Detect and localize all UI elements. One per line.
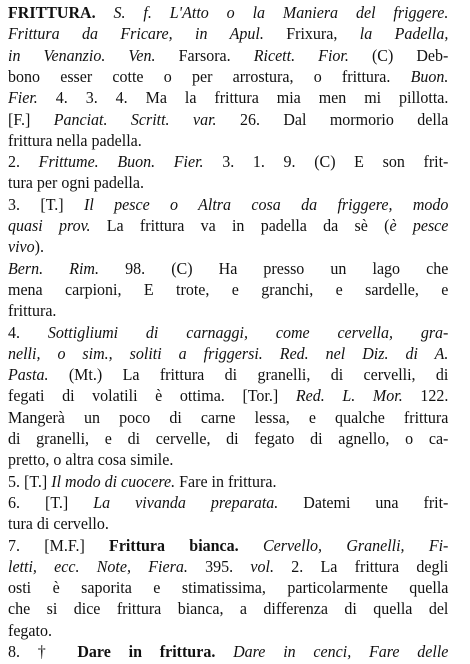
text-line: [8, 620, 448, 642]
italic-run: Bern. Rim.: [8, 258, 99, 278]
italic-run: Cervello, Granelli, Fi-: [262, 535, 449, 555]
italic-run: la Padella,: [359, 24, 449, 44]
text-run: [215, 642, 233, 661]
text-run: (C) Deb-: [348, 45, 449, 65]
text-line: [8, 343, 448, 365]
text-run: [96, 3, 114, 22]
bold-run: FRITTURA.: [8, 3, 96, 22]
italic-run: vol.: [250, 556, 274, 576]
text-line: [8, 258, 448, 280]
text-line: [8, 322, 448, 344]
text-line: [8, 215, 448, 237]
text-run: osti è saporita e stimatissima, particolarmente quella: [8, 578, 449, 598]
italic-run: Fier.: [8, 88, 38, 108]
italic-run: Il pesce o Altra cosa da friggere, modo: [83, 194, 449, 214]
italic-run: Il modo di cuocere.: [51, 471, 176, 491]
text-line: [8, 87, 448, 109]
text-line: [8, 407, 448, 429]
text-line: [8, 598, 448, 620]
text-run: 26. Dal mormorio della: [216, 109, 449, 129]
italic-run: Ricett. Fior.: [253, 45, 349, 65]
text-run: 4. 3. 4. Ma la frittura mia men mi pillotta.: [37, 88, 449, 108]
text-run: fegato.: [8, 620, 52, 640]
text-line: [8, 428, 448, 450]
text-line: [8, 385, 448, 407]
text-run: tura per ogni padella.: [8, 173, 144, 193]
text-line: [8, 556, 448, 578]
text-run: La frittura va in padella da sè (: [90, 216, 390, 235]
italic-run: Dare in cenci, Fare delle: [233, 642, 449, 661]
text-run: [239, 536, 263, 555]
text-line: [8, 279, 448, 301]
text-line: [8, 109, 448, 131]
italic-run: Panciat. Scritt. var.: [53, 109, 217, 129]
italic-run: è pesce: [389, 216, 449, 235]
text-run: che si dice frittura bianca, a differenza di quella del: [8, 599, 449, 619]
text-run: 2.: [8, 152, 39, 172]
italic-run: in Venanzio. Ven.: [8, 45, 156, 65]
text-run: Fare in frittura.: [175, 471, 277, 491]
text-line: [8, 471, 448, 493]
text-run: 98. (C) Ha presso un lago che: [98, 258, 449, 278]
text-run: 7. [M.F.]: [8, 535, 110, 555]
text-run: [F.]: [8, 109, 54, 129]
text-line: [8, 513, 448, 535]
text-run: Datemi una frit-: [278, 492, 449, 512]
text-run: 4.: [8, 322, 48, 342]
text-run: bono esser cotte o per arrostura, o frittura.: [8, 66, 411, 86]
text-line: [8, 535, 448, 557]
italic-run: nelli, o sim., soliti a friggersi. Red. nel Diz. di A.: [8, 343, 449, 363]
text-line: [8, 300, 448, 322]
text-run: 122.: [402, 386, 449, 406]
text-run: (Mt.) La frittura di granelli, di cervelli, di: [48, 365, 449, 385]
text-line: [8, 151, 448, 173]
text-line: [8, 364, 448, 386]
text-line: [8, 23, 448, 45]
text-run: Frixura,: [263, 24, 360, 44]
text-line: [8, 66, 448, 88]
text-line: [8, 449, 448, 471]
italic-run: in Apul.: [195, 24, 264, 44]
italic-run: Pasta.: [8, 365, 49, 385]
text-line: [8, 641, 448, 663]
italic-run: Frittura da Fricare,: [8, 24, 196, 44]
italic-run: S. f. L'Atto o la Maniera del friggere.: [113, 3, 449, 22]
text-line: [8, 2, 448, 24]
text-run: 3. 1. 9. (C) E son frit-: [203, 152, 449, 172]
italic-run: Buon.: [410, 66, 449, 86]
text-run: 6. [T.]: [8, 492, 94, 512]
text-line: [8, 130, 448, 152]
text-line: [8, 236, 448, 258]
italic-run: quasi prov.: [8, 216, 91, 235]
bold-run: Dare in frittura.: [77, 642, 216, 661]
text-run: di granelli, e di cervelle, di fegato di agnello, o ca-: [8, 429, 449, 448]
text-run: mena carpioni, E trote, e granchi, e sardelle, e: [8, 279, 449, 299]
italic-run: Red. L. Mor.: [295, 386, 403, 406]
text-run: fegati di volatili è ottima. [Tor.]: [8, 386, 296, 406]
italic-run: Sottigliumi di carnaggi, come cervella, gra-: [47, 322, 449, 342]
text-run: 395.: [187, 556, 251, 576]
text-run: 5. [T.]: [8, 471, 52, 491]
text-run: Mangerà un poco di carne lessa, e qualche frittura: [8, 407, 449, 427]
text-run: 2. La frittura degli: [273, 556, 449, 576]
text-run: ).: [34, 237, 44, 257]
text-run: Farsora.: [155, 45, 254, 65]
italic-run: letti, ecc. Note, Fiera.: [8, 556, 188, 576]
text-line: [8, 172, 448, 194]
text-run: frittura.: [8, 301, 57, 321]
italic-run: vivo: [8, 237, 35, 257]
italic-run: La vivanda preparata.: [93, 492, 279, 512]
bold-run: Frittura bianca.: [109, 535, 239, 555]
text-run: tura di cervello.: [8, 514, 109, 534]
text-line: [8, 492, 448, 514]
text-run: 8. †: [8, 642, 78, 661]
text-run: 3. [T.]: [8, 194, 84, 214]
text-line: [8, 577, 448, 599]
text-line: [8, 194, 448, 216]
italic-run: Frittume. Buon. Fier.: [38, 152, 204, 172]
text-run: frittura nella padella.: [8, 130, 142, 150]
text-run: pretto, o altra cosa simile.: [8, 450, 174, 470]
text-line: [8, 45, 448, 67]
